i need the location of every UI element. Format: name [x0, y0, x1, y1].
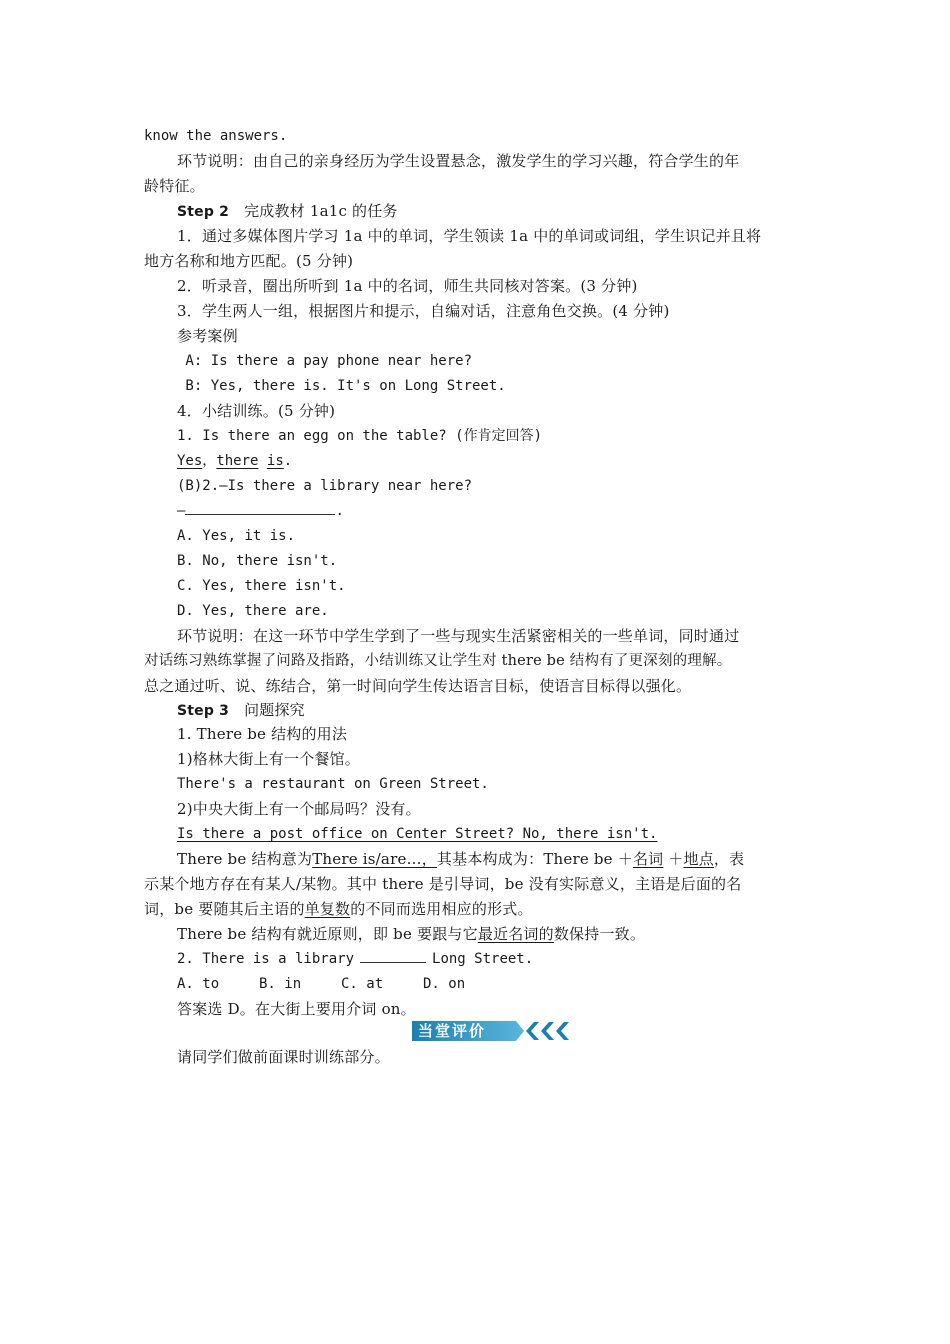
text-line: 2)中央大街上有一个邮局吗？没有。: [177, 800, 421, 818]
exercise-answer: [177, 449, 847, 474]
choice-option: B. No, there isn't.: [177, 553, 338, 569]
example-sentence: Is there a post office on Center Street? No, there isn't.: [177, 826, 658, 842]
exercise-question: (B)2.—Is there a library near here?: [177, 478, 473, 494]
choice-option: C. at: [341, 976, 384, 992]
text-line: 1．通过多媒体图片学习 1a 中的单词，学生领读 1a 中的单词或词组，学生识记并且将: [177, 227, 762, 245]
underlined-term: 单复数: [304, 900, 351, 918]
choice-option: A. Yes, it is.: [177, 528, 296, 544]
chevron-left-icon: [526, 1022, 539, 1040]
text-line: 参考案例: [177, 327, 238, 345]
text-line: 总之通过听、说、练结合，第一时间向学生传达语言目标，使语言目标得以强化。: [144, 677, 692, 695]
step-label: Step 2: [177, 204, 230, 220]
underlined-term: There is/are…，: [312, 850, 437, 868]
choice-option: D. Yes, there are.: [177, 603, 329, 619]
answer-word: is: [266, 453, 284, 469]
text-line: 答案选 D。在大街上要用介词 on。: [177, 1000, 416, 1018]
chevron-left-icon: [541, 1022, 554, 1040]
choice-options-row: [177, 972, 847, 997]
space: [258, 453, 266, 469]
step-title: 完成教材 1a1c 的任务: [244, 202, 398, 220]
choice-option: B. in: [259, 976, 302, 992]
answer-blank: [185, 500, 335, 515]
text-segment: There be 结构有就近原则，即 be 要跟与它: [177, 925, 478, 943]
dialogue-line: A: Is there a pay phone near here?: [177, 353, 473, 369]
punctuation: .: [283, 453, 293, 469]
choice-option: C. Yes, there isn't.: [177, 578, 346, 594]
text-segment: 的不同而选用相应的形式。: [350, 900, 533, 918]
text-segment: 词，be 要随其后主语的: [144, 900, 305, 918]
text-segment: 2. There is a library: [177, 951, 355, 967]
punctuation: ，: [202, 453, 217, 469]
banner-label: 当堂评价: [418, 1022, 487, 1040]
step-3-heading: [177, 698, 847, 724]
chevron-left-icon: [556, 1022, 569, 1040]
underlined-term: 地点: [683, 850, 714, 868]
text-line: 地方名称和地方匹配。(5 分钟): [144, 252, 354, 270]
text-line: 示某个地方存在有某人/某物。其中 there 是引导词，be 没有实际意义，主语是后面的名: [144, 875, 742, 893]
underlined-term: 名词: [632, 850, 664, 868]
text-line: 1)格林大街上有一个餐馆。: [177, 750, 360, 768]
text-segment: 其基本构成为：There be ＋: [436, 850, 633, 868]
text-segment: 数保持一致。: [553, 925, 646, 943]
text-line: [177, 847, 847, 872]
answer-blank: [360, 948, 426, 963]
underlined-term: 最近名词的: [477, 925, 554, 943]
text-line: 4．小结训练。(5 分钟): [177, 402, 336, 420]
text-line: 2．听录音，圈出所听到 1a 中的名词，师生共同核对答案。(3 分钟): [177, 277, 638, 295]
step-2-heading: [177, 199, 847, 225]
text-line: 龄特征。: [144, 177, 205, 195]
dash: —: [177, 503, 186, 519]
answer-blank-line: [177, 499, 847, 524]
choice-option: A. to: [177, 976, 220, 992]
text-line: 3．学生两人一组，根据图片和提示，自编对话，注意角色交换。(4 分钟): [177, 302, 670, 320]
punctuation: .: [335, 503, 344, 519]
text-line: 对话练习熟练掌握了问路及指路，小结训练又让学生对 there be 结构有了更深刻的理解。: [144, 653, 732, 669]
answer-word: there: [216, 453, 259, 469]
dialogue-line: B: Yes, there is. It's on Long Street.: [177, 378, 506, 394]
exercise-question: [177, 947, 847, 972]
text-segment: ，表: [713, 850, 745, 868]
section-banner: [412, 1018, 576, 1044]
text-segment: ＋: [663, 850, 684, 868]
text-line: [144, 897, 814, 922]
text-segment: There be 结构意为: [177, 850, 313, 868]
exercise-question: 1. Is there an egg on the table? (作肯定回答): [177, 428, 543, 444]
answer-word: Yes: [177, 453, 203, 469]
text-line: 环节说明：在这一环节中学生学到了一些与现实生活紧密相关的一些单词，同时通过: [177, 627, 740, 645]
step-title: 问题探究: [244, 701, 305, 719]
text-line: 请同学们做前面课时训练部分。: [177, 1048, 390, 1066]
example-sentence: There's a restaurant on Green Street.: [177, 776, 489, 792]
text-line: [177, 922, 847, 947]
step-label: Step 3: [177, 703, 230, 719]
text-line: 环节说明：由自己的亲身经历为学生设置悬念，激发学生的学习兴趣，符合学生的年: [177, 152, 740, 170]
text-line: 1. There be 结构的用法: [177, 725, 348, 743]
text-line: know the answers.: [144, 128, 288, 144]
text-segment: Long Street.: [432, 951, 534, 967]
choice-option: D. on: [423, 976, 466, 992]
